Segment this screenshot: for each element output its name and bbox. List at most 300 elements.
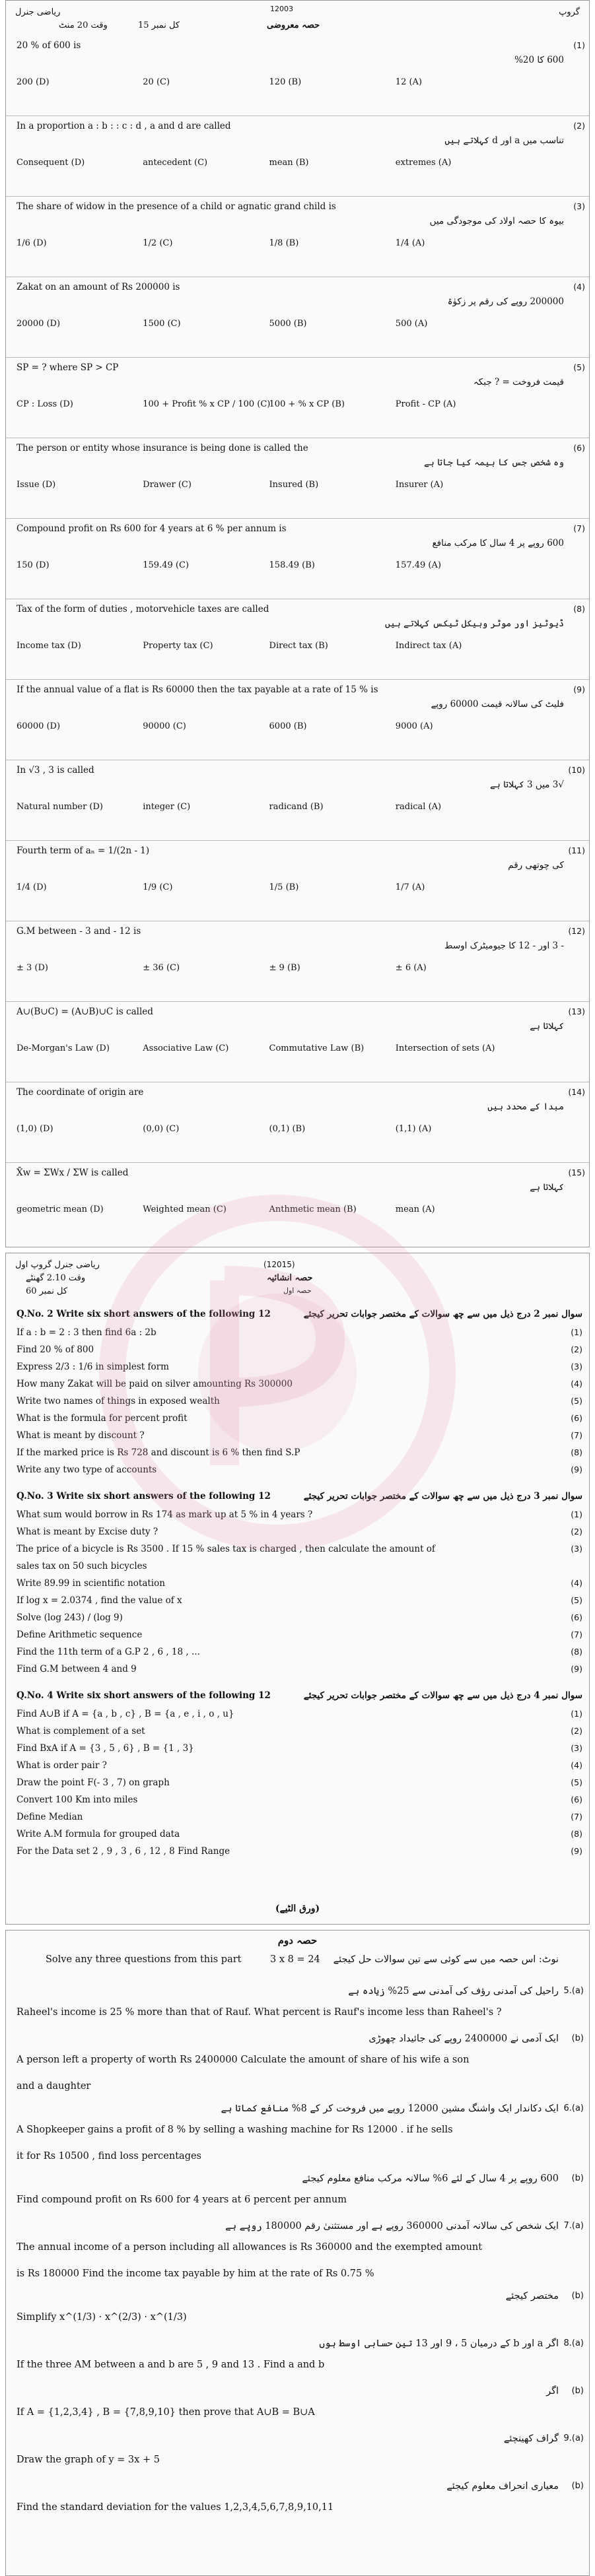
- mcq-option: 100 + Profit % x CP / 100 (C): [143, 399, 271, 409]
- mcq-option: geometric mean (D): [17, 1205, 104, 1214]
- long-question-en-row: [6, 2268, 589, 2284]
- long-question-en-row: [6, 2407, 589, 2423]
- mcq-item: [6, 1007, 589, 1084]
- mcq-number: (8): [573, 604, 585, 614]
- mcq-option: (0,1) (B): [269, 1124, 306, 1134]
- mcq-question-ur: مبدا کے محدد ہیں: [487, 1102, 564, 1112]
- short-question-item: [6, 1812, 589, 1828]
- short-question-item: [6, 1344, 589, 1360]
- short-question-item: [6, 1630, 589, 1645]
- mcq-option: 159.49 (C): [143, 560, 189, 570]
- short-question-text: What is meant by Excise duty ?: [17, 1527, 158, 1537]
- mcq-option: Direct tax (B): [269, 641, 328, 651]
- instruction-en: Solve any three questions from this part: [46, 1954, 242, 1965]
- mcq-options: [17, 963, 543, 973]
- time-label: وقت 2.10 گھنٹے: [26, 1273, 86, 1283]
- mcq-question-ur: 200000 روپے کی رقم پر زکوٰۃ: [447, 296, 564, 307]
- mcq-options: [17, 882, 543, 892]
- long-question-ur-row: [6, 2386, 589, 2402]
- paper-header: [6, 5, 589, 35]
- long-question-ur-row: [6, 2173, 589, 2189]
- long-question-ur-row: [6, 2033, 589, 2049]
- heading-ur: سوال نمبر 2 درج ذیل میں سے چھ سوالات کے مختصر جوابات تحریر کیجئے: [303, 1309, 582, 1319]
- subjective-paper: [5, 1253, 590, 1925]
- divider: [6, 679, 589, 680]
- short-question-number: (9): [571, 1846, 582, 1856]
- long-question-paper: [5, 1930, 590, 2576]
- short-question-number: (8): [571, 1447, 582, 1457]
- mcq-options: [17, 238, 543, 248]
- short-question-item: [6, 1795, 589, 1810]
- long-question-en-row: [6, 2081, 589, 2097]
- divider: [6, 1162, 589, 1163]
- mcq-options: [17, 480, 543, 490]
- short-question-item: [6, 1578, 589, 1594]
- mcq-option: 60000 (D): [17, 721, 61, 731]
- mcq-item: [6, 121, 589, 199]
- objective-paper: [5, 0, 590, 1247]
- short-question-text: The price of a bicycle is Rs 3500 . If 15 % sales tax is charged , then calculate the amount of: [17, 1544, 435, 1554]
- mcq-question-ur: قیمت فروخت = ? جبکہ: [473, 377, 564, 387]
- short-question-item: [6, 1544, 589, 1560]
- long-question-en: Raheel's income is 25 % more than that of Rauf. What percent is Rauf's income less than Raheel's ?: [17, 2007, 502, 2018]
- short-question-item: [6, 1829, 589, 1845]
- paper-header: [6, 1257, 589, 1296]
- mcq-options: [17, 1043, 543, 1053]
- mcq-option: CP : Loss (D): [17, 399, 73, 409]
- mcq-option: Insured (B): [269, 480, 319, 490]
- short-question-text: Find G.M between 4 and 9: [17, 1664, 137, 1674]
- time-label: وقت 20 منٹ: [59, 20, 108, 30]
- mcq-item: [6, 523, 589, 601]
- mcq-option: (1,1) (A): [395, 1124, 432, 1134]
- long-question-en: it for Rs 10500 , find loss percentages: [17, 2151, 202, 2162]
- mcq-item: [6, 1087, 589, 1165]
- mcq-option: Consequent (D): [17, 158, 85, 168]
- long-question-number: 9.(a): [563, 2433, 584, 2443]
- mcq-option: mean (A): [395, 1205, 435, 1214]
- section-title: حصہ معروضی: [267, 20, 320, 30]
- short-question-item: [6, 1430, 589, 1446]
- long-question-en-row: [6, 2502, 589, 2518]
- mcq-options: [17, 802, 543, 812]
- long-question-number: 7.(a): [563, 2221, 584, 2231]
- long-question-number: 8.(a): [563, 2338, 584, 2348]
- mcq-item: [6, 443, 589, 521]
- long-question-en: A Shopkeeper gains a profit of 8 % by selling a washing machine for Rs 12000 . if he sells: [17, 2125, 453, 2135]
- mcq-question-en: The coordinate of origin are: [17, 1087, 144, 1098]
- mcq-option: 12 (A): [395, 77, 423, 87]
- long-question-en: A person left a property of worth Rs 2400000 Calculate the amount of share of his wife a son: [17, 2055, 470, 2065]
- long-question-number: 6.(a): [563, 2103, 584, 2113]
- mcq-question-ur: - 3 اور - 12 کا جیومیٹرک اوسط: [444, 941, 564, 951]
- long-question-ur: 600 روپے پر 4 سال کے لئے 6% سالانہ مرکب منافع معلوم کیجئے: [302, 2173, 559, 2184]
- long-question-ur: ایک آدمی نے 2400000 روپے کی جائیداد چھوڑی: [368, 2033, 559, 2044]
- short-question-item: [6, 1664, 589, 1680]
- mcq-option: Drawer (C): [143, 480, 192, 490]
- long-question-ur: اگر: [546, 2386, 559, 2396]
- mcq-option: 1/4 (D): [17, 882, 47, 892]
- short-question-item: [6, 1760, 589, 1776]
- mcq-question-en: If the annual value of a flat is Rs 60000 then the tax payable at a rate of 15 % is: [17, 684, 378, 695]
- mcq-options: [17, 319, 543, 329]
- mcq-question-en: X̄w = ΣWx / ΣW is called: [17, 1168, 129, 1178]
- long-question-ur: ایک شخص کی سالانہ آمدنی 360000 روپے ہے اور مستثنیٰ رقم 180000 روپے ہے: [225, 2221, 559, 2231]
- short-question-number: (1): [571, 1327, 582, 1337]
- mcq-option: 150 (D): [17, 560, 50, 570]
- mcq-number: (4): [573, 282, 585, 292]
- mcq-question-en: A∪(B∪C) = (A∪B)∪C is called: [17, 1007, 153, 1017]
- mcq-options: [17, 1124, 543, 1134]
- mcq-option: 20 (C): [143, 77, 170, 87]
- divider: [6, 840, 589, 841]
- short-question-text: If the marked price is Rs 728 and discount is 6 % then find S.P: [17, 1447, 300, 1458]
- mcq-option: 1/5 (B): [269, 882, 299, 892]
- short-question-number: (2): [571, 1527, 582, 1536]
- mcq-question-en: The share of widow in the presence of a child or agnatic grand child is: [17, 201, 336, 212]
- mcq-question-ur: 600 روپے پر 4 سال کا مرکب منافع: [432, 538, 564, 548]
- mcq-question-ur: کہلاتا ہے: [530, 1182, 564, 1193]
- long-question-en-row: [6, 2055, 589, 2070]
- short-question-text: What is meant by discount ?: [17, 1430, 145, 1441]
- short-question-text: If log x = 2.0374 , find the value of x: [17, 1595, 182, 1606]
- short-question-item: [6, 1726, 589, 1742]
- mcq-question-en: G.M between - 3 and - 12 is: [17, 926, 141, 937]
- short-question-text: For the Data set 2 , 9 , 3 , 6 , 12 , 8 Find Range: [17, 1846, 230, 1857]
- mcq-option: (0,0) (C): [143, 1124, 180, 1134]
- mcq-options: [17, 77, 543, 87]
- mcq-number: (10): [568, 765, 585, 775]
- long-question-ur-row: [6, 2481, 589, 2497]
- mcq-question-ur: بیوہ کا حصہ اولاد کی موجودگی میں: [429, 216, 564, 226]
- long-question-en: The annual income of a person including all allowances is Rs 360000 and the exempted amount: [17, 2242, 483, 2253]
- long-question-ur-row: [6, 2291, 589, 2307]
- short-question-number: (9): [571, 1465, 582, 1474]
- long-question-ur-row: [6, 2338, 589, 2354]
- long-question-en: Simplify x^(1/3) · x^(2/3) · x^(1/3): [17, 2312, 187, 2323]
- long-question-ur-row: [6, 2221, 589, 2237]
- mcq-number: (6): [573, 443, 585, 453]
- mcq-item: [6, 201, 589, 279]
- short-question-number: (3): [571, 1544, 582, 1554]
- short-question-number: (2): [571, 1726, 582, 1736]
- short-question-text: Find 20 % of 800: [17, 1344, 94, 1355]
- mcq-question-en: In a proportion a : b : : c : d , a and d are called: [17, 121, 231, 131]
- mcq-options: [17, 158, 543, 168]
- mcq-option: ± 3 (D): [17, 963, 48, 973]
- mcq-option: antecedent (C): [143, 158, 208, 168]
- mcq-option: 157.49 (A): [395, 560, 441, 570]
- long-question-en-row: [6, 2151, 589, 2167]
- short-question-number: (5): [571, 1396, 582, 1406]
- marks-label: کل نمبر 60: [26, 1286, 68, 1296]
- long-question-ur: اگر a اور b کے درمیان 5 ، 9 اور 13 تین حسابی اوسط ہوں: [319, 2338, 559, 2349]
- mcq-number: (12): [568, 926, 585, 936]
- long-question-number: (b): [571, 2481, 584, 2491]
- long-question-en: Find the standard deviation for the values 1,2,3,4,5,6,7,8,9,10,11: [17, 2502, 334, 2513]
- turn-over-note: (ورق الٹیے): [275, 1903, 320, 1914]
- instruction-marks: 3 x 8 = 24: [270, 1954, 320, 1965]
- mcq-question-en: SP = ? where SP > CP: [17, 362, 119, 373]
- mcq-option: 6000 (B): [269, 721, 307, 731]
- sub-section: حصہ اول: [283, 1286, 312, 1295]
- heading-en: Q.No. 3 Write six short answers of the following 12: [17, 1491, 271, 1502]
- heading-ur: سوال نمبر 4 درج ذیل میں سے چھ سوالات کے مختصر جوابات تحریر کیجئے: [303, 1690, 582, 1701]
- short-question-item: [6, 1413, 589, 1429]
- mcq-option: Profit - CP (A): [395, 399, 456, 409]
- mcq-option: Intersection of sets (A): [395, 1043, 495, 1053]
- mcq-option: ± 9 (B): [269, 963, 300, 973]
- short-question-item: [6, 1709, 589, 1725]
- mcq-item: [6, 684, 589, 762]
- mcq-item: [6, 926, 589, 1004]
- mcq-option: Anthmetic mean (B): [269, 1205, 357, 1214]
- short-question-text: Write any two type of accounts: [17, 1465, 157, 1475]
- long-question-ur: راحیل کی آمدنی رؤف کی آمدنی سے 25% زیادہ ہے: [348, 1986, 559, 1997]
- long-question-en: Draw the graph of y = 3x + 5: [17, 2455, 160, 2465]
- heading-en: Q.No. 4 Write six short answers of the following 12: [17, 1690, 271, 1701]
- short-question-text: Find A∪B if A = {a , b , c} , B = {a , e , i , o , u}: [17, 1709, 234, 1719]
- mcq-item: [6, 845, 589, 923]
- heading-en: Q.No. 2 Write six short answers of the following 12: [17, 1309, 271, 1319]
- mcq-number: (11): [568, 845, 585, 855]
- long-question-number: 5.(a): [563, 1986, 584, 1996]
- mcq-question-en: Fourth term of aₙ = 1/(2n - 1): [17, 845, 150, 856]
- long-question-en: Find compound profit on Rs 600 for 4 years at 6 percent per annum: [17, 2195, 347, 2205]
- short-question-heading: [6, 1491, 589, 1505]
- mcq-item: [6, 282, 589, 360]
- short-question-item: [6, 1327, 589, 1343]
- short-question-number: (4): [571, 1379, 582, 1389]
- short-question-text: Write two names of things in exposed wealth: [17, 1396, 220, 1406]
- short-question-number: (6): [571, 1413, 582, 1423]
- short-question-text: Express 2/3 : 1/6 in simplest form: [17, 1362, 169, 1372]
- mcq-option: 1/4 (A): [395, 238, 425, 248]
- subject-label: ریاضی جنرل گروپ اول: [15, 1260, 100, 1270]
- short-question-number: (7): [571, 1430, 582, 1440]
- mcq-number: (3): [573, 201, 585, 211]
- mcq-question-en: 20 % of 600 is: [17, 40, 81, 51]
- mcq-question-ur: 600 کا 20%: [514, 55, 564, 65]
- long-question-ur: مختصر کیجئے: [505, 2291, 559, 2301]
- mcq-option: 158.49 (B): [269, 560, 315, 570]
- mcq-option: De-Morgan's Law (D): [17, 1043, 110, 1053]
- short-question-number: (5): [571, 1777, 582, 1787]
- mcq-question-ur: فلیٹ کی سالانہ قیمت 60000 روپے: [431, 699, 564, 710]
- mcq-option: ± 36 (C): [143, 963, 180, 973]
- mcq-option: Income tax (D): [17, 641, 81, 651]
- mcq-item: [6, 40, 589, 118]
- short-question-number: (1): [571, 1709, 582, 1719]
- short-question-number: (7): [571, 1812, 582, 1822]
- short-question-number: (9): [571, 1664, 582, 1674]
- paper-code: 12003: [270, 5, 293, 13]
- mcq-question-ur: کی چوتھی رقم: [508, 860, 564, 871]
- mcq-question-en: The person or entity whose insurance is being done is called the: [17, 443, 308, 453]
- mcq-option: 9000 (A): [395, 721, 433, 731]
- divider: [6, 357, 589, 358]
- short-question-number: (4): [571, 1578, 582, 1588]
- mcq-option: extremes (A): [395, 158, 452, 168]
- short-question-item: [6, 1743, 589, 1759]
- short-question-number: (1): [571, 1509, 582, 1519]
- long-question-en-row: [6, 2455, 589, 2470]
- short-question-item: [6, 1612, 589, 1628]
- short-question-number: (6): [571, 1795, 582, 1804]
- short-question-item: [6, 1509, 589, 1525]
- mcq-options: [17, 560, 543, 570]
- mcq-question-en: In √3 , 3 is called: [17, 765, 94, 776]
- long-question-ur-row: [6, 1986, 589, 2002]
- short-question-text: How many Zakat will be paid on silver amounting Rs 300000: [17, 1379, 293, 1389]
- short-question-text: What is order pair ?: [17, 1760, 107, 1771]
- short-question-text: Define Median: [17, 1812, 83, 1822]
- short-question-item: [6, 1647, 589, 1663]
- short-question-number: (8): [571, 1647, 582, 1657]
- short-question-item: [6, 1777, 589, 1793]
- short-question-number: (3): [571, 1362, 582, 1371]
- mcq-option: 100 + % x CP (B): [269, 399, 345, 409]
- mcq-option: 1/9 (C): [143, 882, 173, 892]
- mcq-option: 1/8 (B): [269, 238, 299, 248]
- group-label: گروپ: [559, 7, 580, 17]
- mcq-number: (7): [573, 523, 585, 533]
- mcq-question-en: Zakat on an amount of Rs 200000 is: [17, 282, 180, 292]
- mcq-option: Insurer (A): [395, 480, 444, 490]
- mcq-option: Property tax (C): [143, 641, 213, 651]
- mcq-options: [17, 399, 543, 409]
- long-question-ur-row: [6, 2103, 589, 2119]
- mcq-option: 90000 (C): [143, 721, 186, 731]
- mcq-number: (14): [568, 1087, 585, 1097]
- mcq-question-ur: وہ شخص جس کا بیمہ کیا جاتا ہے: [424, 457, 564, 468]
- mcq-option: Weighted mean (C): [143, 1205, 227, 1214]
- long-question-number: (b): [571, 2386, 584, 2396]
- short-question-item: [6, 1527, 589, 1542]
- divider: [6, 518, 589, 519]
- section-title: حصہ انشائیہ: [267, 1273, 313, 1283]
- mcq-number: (15): [568, 1168, 585, 1177]
- long-question-ur: معیاری انحراف معلوم کیجئے: [446, 2481, 559, 2492]
- long-question-en: If A = {1,2,3,4} , B = {7,8,9,10} then prove that A∪B = B∪A: [17, 2407, 315, 2418]
- mcq-question-ur: کہلاتا ہے: [530, 1021, 564, 1032]
- mcq-option: 20000 (D): [17, 319, 61, 329]
- mcq-option: radical (A): [395, 802, 442, 812]
- mcq-option: 200 (D): [17, 77, 50, 87]
- short-question-number: (5): [571, 1595, 582, 1605]
- mcq-option: 120 (B): [269, 77, 302, 87]
- short-question-item: [6, 1846, 589, 1862]
- short-question-number: (4): [571, 1760, 582, 1770]
- long-question-en-row: [6, 2312, 589, 2328]
- marks-label: کل نمبر 15: [138, 20, 180, 30]
- mcq-option: (1,0) (D): [17, 1124, 53, 1134]
- mcq-number: (5): [573, 362, 585, 372]
- mcq-item: [6, 1168, 589, 1245]
- mcq-option: Issue (D): [17, 480, 56, 490]
- mcq-item: [6, 604, 589, 682]
- short-question-number: (8): [571, 1829, 582, 1839]
- long-question-ur: گراف کھینچئے: [503, 2433, 559, 2444]
- mcq-option: integer (C): [143, 802, 191, 812]
- mcq-options: [17, 1205, 543, 1214]
- long-question-number: (b): [571, 2291, 584, 2301]
- long-question-en-row: [6, 2125, 589, 2140]
- heading-ur: سوال نمبر 3 درج ذیل میں سے چھ سوالات کے مختصر جوابات تحریر کیجئے: [303, 1491, 582, 1502]
- long-question-number: (b): [571, 2033, 584, 2043]
- short-question-heading: [6, 1690, 589, 1705]
- mcq-option: Commutative Law (B): [269, 1043, 365, 1053]
- long-question-en: If the three AM between a and b are 5 , 9 and 13 . Find a and b: [17, 2360, 325, 2370]
- short-question-item: [6, 1362, 589, 1377]
- mcq-option: 1/6 (D): [17, 238, 47, 248]
- short-question-item: [6, 1595, 589, 1611]
- short-question-text: If a : b = 2 : 3 then find 6a : 2b: [17, 1327, 157, 1338]
- mcq-options: [17, 641, 543, 651]
- mcq-number: (1): [573, 40, 585, 50]
- mcq-option: Natural number (D): [17, 802, 103, 812]
- long-question-ur-row: [6, 2433, 589, 2449]
- long-question-en-row: [6, 2195, 589, 2210]
- short-question-text: sales tax on 50 such bicycles: [17, 1561, 147, 1571]
- mcq-option: 5000 (B): [269, 319, 307, 329]
- long-question-ur: ایک دکاندار ایک واشنگ مشین 12000 روپے میں فروخت کر کے 8% منافع کماتا ہے: [221, 2103, 559, 2114]
- short-question-item: [6, 1379, 589, 1395]
- short-question-text: Draw the point F(- 3 , 7) on graph: [17, 1777, 170, 1788]
- instruction-ur: نوٹ: اس حصہ میں سے کوئی سے تین سوالات حل کیجئے: [333, 1954, 559, 1965]
- divider: [6, 196, 589, 197]
- short-question-number: (6): [571, 1612, 582, 1622]
- long-question-en: is Rs 180000 Find the income tax payable by him at the rate of Rs 0.75 %: [17, 2268, 374, 2279]
- mcq-option: mean (B): [269, 158, 309, 168]
- mcq-option: Indirect tax (A): [395, 641, 462, 651]
- mcq-option: radicand (B): [269, 802, 324, 812]
- short-question-text: Find the 11th term of a G.P 2 , 6 , 18 , ...: [17, 1647, 200, 1657]
- mcq-number: (2): [573, 121, 585, 131]
- long-question-en-row: [6, 2242, 589, 2258]
- short-question-text: Find BxA if A = {3 , 5 , 6} , B = {1 , 3}: [17, 1743, 194, 1754]
- long-question-en-row: [6, 2007, 589, 2023]
- mcq-question-en: Tax of the form of duties , motorvehicle taxes are called: [17, 604, 269, 614]
- short-question-number: (3): [571, 1743, 582, 1753]
- long-question-number: (b): [571, 2173, 584, 2183]
- mcq-item: [6, 765, 589, 843]
- short-question-text: Write A.M formula for grouped data: [17, 1829, 180, 1839]
- divider: [6, 1001, 589, 1002]
- mcq-options: [17, 721, 543, 731]
- mcq-question-ur: ڈیوٹیز اور موٹر وہیکل ٹیکس کہلاتے ہیں: [385, 618, 564, 629]
- paper-code: (12015): [263, 1260, 295, 1269]
- short-question-text: Convert 100 Km into miles: [17, 1795, 138, 1805]
- mcq-option: Associative Law (C): [143, 1043, 229, 1053]
- mcq-question-ur: تناسب میں a اور d کہلاتے ہیں: [444, 135, 564, 146]
- short-question-text: What is the formula for percent profit: [17, 1413, 188, 1424]
- mcq-question-ur: √3 میں 3 کہلاتا ہے: [489, 779, 564, 790]
- long-question-en-row: [6, 2360, 589, 2375]
- short-question-item: [6, 1447, 589, 1463]
- mcq-option: 1/7 (A): [395, 882, 425, 892]
- mcq-option: 500 (A): [395, 319, 428, 329]
- short-question-number: (2): [571, 1344, 582, 1354]
- short-question-text: Define Arithmetic sequence: [17, 1630, 143, 1640]
- subject-label: ریاضی جنرل: [15, 7, 61, 17]
- mcq-option: 1500 (C): [143, 319, 181, 329]
- mcq-item: [6, 362, 589, 440]
- long-question-en: and a daughter: [17, 2081, 91, 2092]
- short-question-item: [6, 1561, 589, 1577]
- short-question-text: What sum would borrow in Rs 174 as mark up at 5 % in 4 years ?: [17, 1509, 313, 1520]
- mcq-number: (9): [573, 684, 585, 694]
